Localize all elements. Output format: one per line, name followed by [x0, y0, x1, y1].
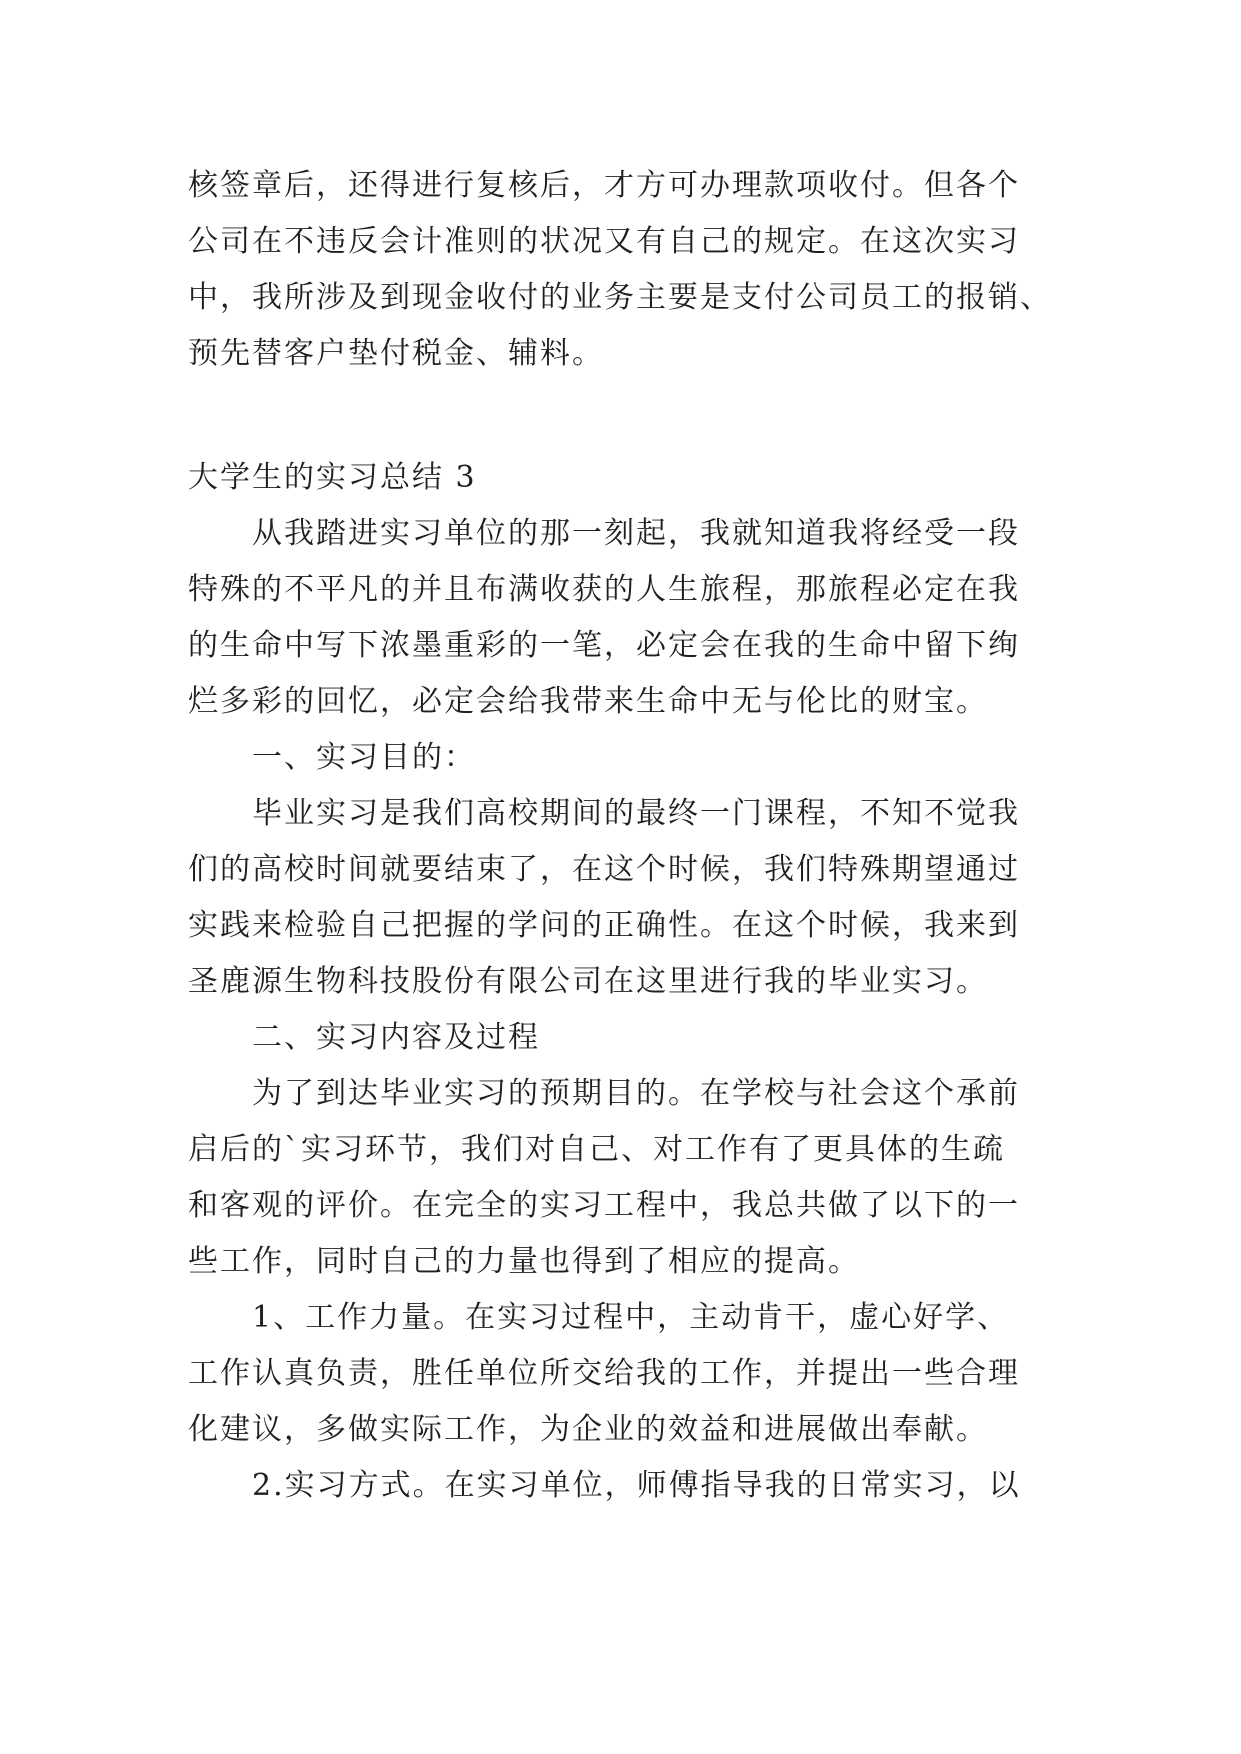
purpose-paragraph-line: 毕业实习是我们高校期间的最终一门课程，不知不觉我 — [252, 796, 1020, 831]
item2-paragraph-line: 2.实习方式。在实习单位，师傅指导我的日常实习，以 — [252, 1468, 1021, 1503]
paragraph-line: 预先替客户垫付税金、辅料。 — [188, 336, 604, 371]
content-paragraph-line: 些工作，同时自己的力量也得到了相应的提高。 — [188, 1244, 860, 1279]
item1-paragraph-line: 1、工作力量。在实习过程中，主动肯干，虚心好学、 — [252, 1300, 1010, 1335]
intro-paragraph-line: 从我踏进实习单位的那一刻起，我就知道我将经受一段 — [252, 516, 1020, 551]
intro-paragraph-line: 的生命中写下浓墨重彩的一笔，必定会在我的生命中留下绚 — [188, 628, 1020, 663]
purpose-paragraph-line: 圣鹿源生物科技股份有限公司在这里进行我的毕业实习。 — [188, 964, 988, 999]
purpose-paragraph-line: 们的高校时间就要结束了，在这个时候，我们特殊期望通过 — [188, 852, 1020, 887]
content-paragraph-line: 启后的`实习环节，我们对自己、对工作有了更具体的生疏 — [188, 1132, 1005, 1167]
content-paragraph-line: 和客观的评价。在完全的实习工程中，我总共做了以下的一 — [188, 1188, 1020, 1223]
purpose-paragraph-line: 实践来检验自己把握的学问的正确性。在这个时候，我来到 — [188, 908, 1020, 943]
paragraph-line: 公司在不违反会计准则的状况又有自己的规定。在这次实习 — [188, 224, 1020, 259]
intro-paragraph-line: 烂多彩的回忆，必定会给我带来生命中无与伦比的财宝。 — [188, 684, 988, 719]
intro-paragraph-line: 特殊的不平凡的并且布满收获的人生旅程，那旅程必定在我 — [188, 572, 1020, 607]
continued-paragraph — [188, 158, 1088, 382]
content-paragraph-line: 为了到达毕业实习的预期目的。在学校与社会这个承前 — [252, 1076, 1020, 1111]
paragraph-line: 中，我所涉及到现金收付的业务主要是支付公司员工的报销、 — [188, 280, 1052, 315]
item1-paragraph-line: 化建议，多做实际工作，为企业的效益和进展做出奉献。 — [188, 1412, 988, 1447]
summary-section — [188, 450, 1088, 1514]
item1-paragraph-line: 工作认真负责，胜任单位所交给我的工作，并提出一些合理 — [188, 1356, 1020, 1391]
heading-purpose: 一、实习目的： — [252, 740, 476, 775]
paragraph-line: 核签章后，还得进行复核后，才方可办理款项收付。但各个 — [188, 168, 1020, 203]
heading-content: 二、实习内容及过程 — [252, 1020, 540, 1055]
section-title: 大学生的实习总结 3 — [188, 460, 477, 495]
